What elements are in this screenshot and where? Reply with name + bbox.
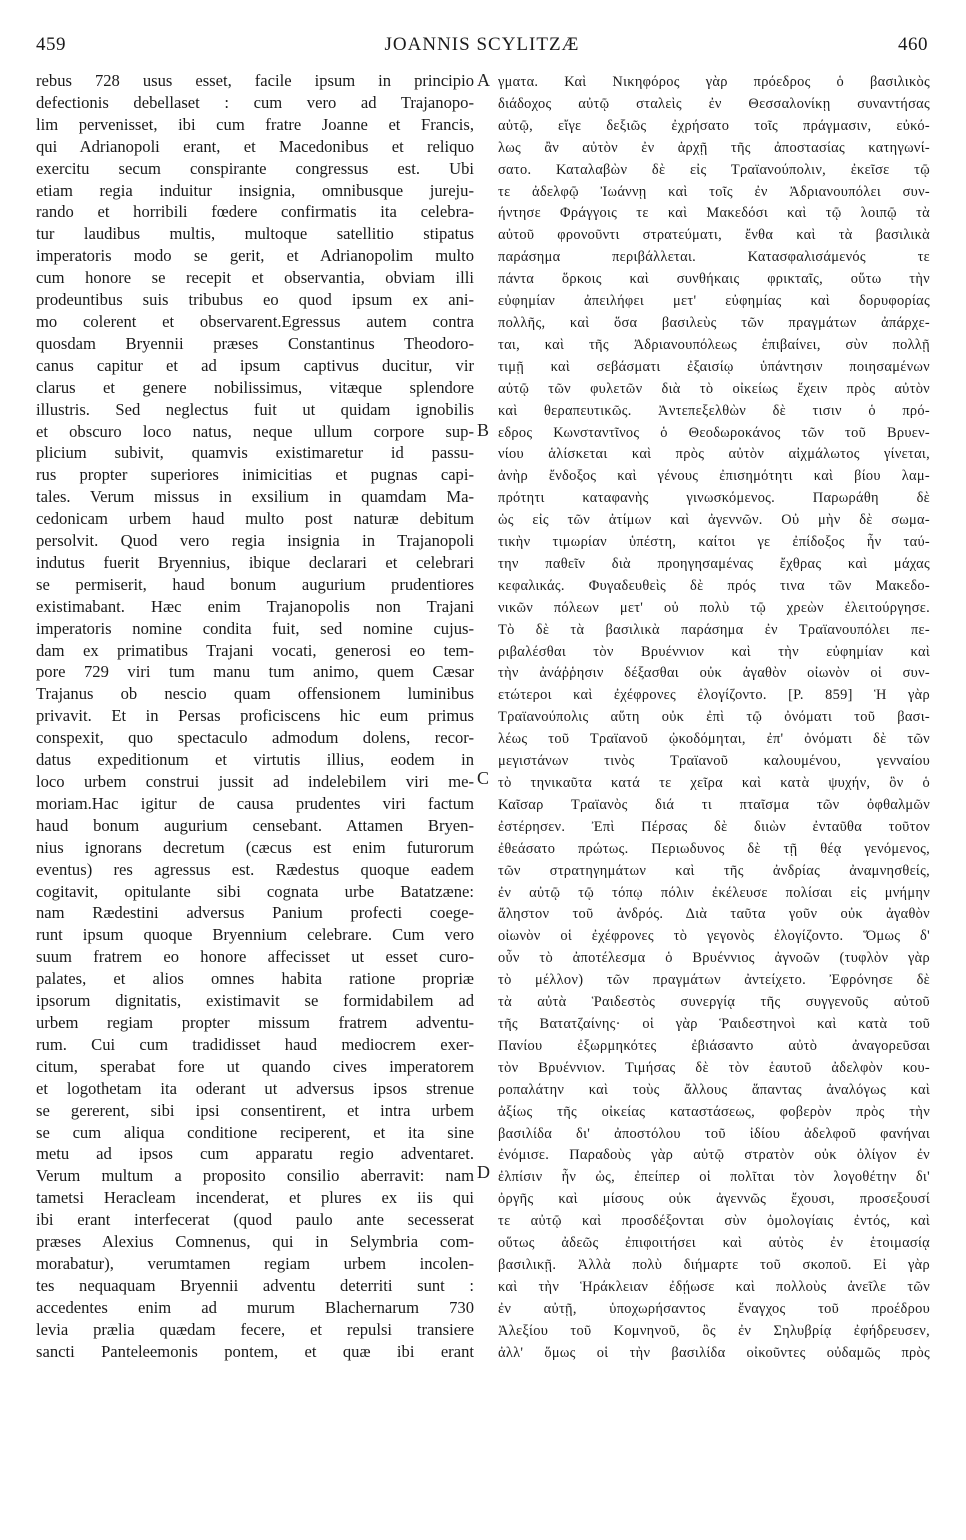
running-header — [36, 34, 928, 64]
latin-text-line: præses Alexius Comnenus, qui in Selymbria com- — [36, 1232, 474, 1252]
latin-text-line: tur laudibus multis, multoque satellitio stipatus — [36, 224, 474, 244]
latin-text-line: imperatoris nomine condita fuit, sed nomine cujus- — [36, 618, 474, 638]
margin-letter-b: B — [477, 420, 490, 440]
greek-text-line: λέως τοῦ Τραϊανοῦ ᾠκοδόμηται, ἐπ' ὀνόματι δὲ τῶν — [498, 731, 930, 748]
latin-text-line: Trajanus ob nescio quam offensionem luminibus — [36, 684, 474, 704]
greek-text-line: ριβαλέσθαι τὸν Βρυέννιον καὶ τὴν εὐφημίαν καὶ — [498, 643, 930, 660]
latin-text-line: privavit. Et in Persas proficiscens hic eum primus — [36, 706, 474, 726]
greek-text-line: ἐλπίσιν ἦν ὡς, ἐπείπερ οἱ πολῖται τὸν λογοθέτην δι' — [498, 1169, 930, 1186]
margin-letter-c: C — [477, 768, 490, 788]
latin-text-line: Verum multum a proposito consilio aberravit: nam — [36, 1166, 474, 1186]
greek-text-line: διάδοχος αὐτῷ σταλεὶς ἐν Θεσσαλονίκῃ συναντήσας — [498, 95, 930, 112]
greek-text-line: εδρος Κωνσταντῖνος ὁ Θεοδωροκάνος τῶν τοῦ Βρυεν- — [498, 424, 930, 441]
latin-text-line: rando et horribili fœdere confirmatis ita celebra- — [36, 202, 474, 222]
latin-text-line: levia prælia quædam fecere, et repulsi transiere — [36, 1319, 474, 1339]
latin-text-line: urbem regiam propter missum fratrem adventu- — [36, 1012, 474, 1032]
greek-text-line: Καῖσαρ Τραϊανὸς διά τι πταῖσμα τῶν ὀφθαλμῶν — [498, 796, 930, 813]
greek-text-line: λως ἂν αὐτὸν ἐν ἀρχῇ τῆς ἀποστασίας κατηγωνί- — [498, 139, 930, 156]
latin-text-line: nius ignorans decretum (cæcus est enim futurorum — [36, 837, 474, 857]
latin-text-line: cedonicam urbem haud multo post naturæ debitum — [36, 509, 474, 529]
greek-text-line: τῆς Βατατζαίνης· οἱ γὰρ Ῥαιδεστηνοὶ καὶ κατὰ τοῦ — [498, 1015, 930, 1032]
greek-text-line: σατο. Καταλαβὼν δὲ εἰς Τραϊανούπολιν, ἐκεῖσε τῷ — [498, 161, 930, 178]
greek-text-line: ἐστέρησεν. Ἐπὶ Πέρσας δὲ διιὼν ἐνταῦθα τοῦτον — [498, 818, 930, 835]
greek-text-line: Τραϊανούπολις αὕτη οὐκ ἐπὶ τῷ ὀνόματι τοῦ βασι- — [498, 709, 930, 726]
latin-text-line: nam Rædestini adversus Panium profecti coege- — [36, 903, 474, 923]
greek-text-line: καὶ τὴν Ἡράκλειαν ἐδῄωσε καὶ πολλοὺς ἀνεῖλε τῶν — [498, 1278, 930, 1295]
greek-column — [498, 72, 930, 1364]
latin-text-line: etiam regia induitur insignia, omnibusque jureju- — [36, 180, 474, 200]
greek-text-line: γματα. Καὶ Νικηφόρος γὰρ πρόεδρος ὁ βασιλικὸς — [498, 74, 930, 90]
greek-text-line: παράσημα περιβάλλεται. Κατασφαλισάμενός τε — [498, 249, 930, 266]
greek-text-line: ται, καὶ τῆς Ἀδριανουπόλεως ἐπιβαίνει, σὺν πολλῇ — [498, 336, 930, 353]
greek-text-line: ἄληστον τοῦ ἀνδρός. Διὰ ταῦτα γοῦν οὐκ ἀγαθὸν — [498, 906, 930, 923]
latin-text-line: conspexit, quo spectaculo admodum dolens, recor- — [36, 728, 474, 748]
greek-text-line: ἀξίως τῆς οἰκείας καταστάσεως, φοβερὸν πρὸς τὴν — [498, 1103, 930, 1120]
latin-text-line: ipsorum dignitatis, existimavit se formidabilem ad — [36, 991, 474, 1011]
greek-text-line: τὸ μέλλον) τῶν πραγμάτων ἀντείχετο. Ἐφρόνησε δὲ — [498, 972, 930, 989]
greek-text-line: εὐφημίαν ἀπειλήφει μετ' εὐφημίας καὶ δορυφορίας — [498, 293, 930, 310]
latin-text-line: metu ad ipsos cum apparatu regio adventaret. — [36, 1144, 474, 1164]
latin-text-line: citum, sperabat fore ut quando cives imperatorem — [36, 1056, 474, 1076]
greek-text-line: πρότητι καταφανὴς γινωσκόμενος. Παρωράθη δὲ — [498, 490, 930, 507]
latin-text-line: datus expeditionum et virtutis illius, eodem in — [36, 750, 474, 770]
greek-text-line: αὐτῷ, εἴγε δεξιῶς ἐχρήσατο τοῖς πράγμασιν, εὐκό- — [498, 117, 930, 134]
greek-text-line: τῶν στρατηγημάτων καὶ τῆς ἀνδρίας ἀναμνησθείς, — [498, 862, 930, 879]
greek-text-line: Τὸ δὲ τὰ βασιλικὰ παράσημα ἐν Τραϊανουπόλει πε- — [498, 621, 930, 638]
latin-text-line: se gererent, sibi ipsi consentirent, et intra urbem — [36, 1100, 474, 1120]
latin-text-line: plicium subivit, quamvis existimaretur id passu- — [36, 443, 474, 463]
latin-text-line: accedentes enim ad murum Blachernarum 730 — [36, 1297, 474, 1317]
margin-letter-d: D — [477, 1162, 490, 1182]
latin-text-line: cogitavit, opitulante sibi cognata urbe Batatzæne: — [36, 881, 474, 901]
latin-text-line: quosdam Bryennii præses Constantinus Theodoro- — [36, 333, 474, 353]
greek-text-line: ήντησε Φράγγοις τε καὶ Μακεδόσι καὶ τῷ λοιπῷ τὰ — [498, 205, 930, 222]
latin-text-line: moriam.Hac igitur de causa prudentes viri factum — [36, 793, 474, 813]
greek-text-line: τὰ αὐτὰ Ῥαιδεστὸς συνεργίᾳ τῆς συγγενοῦς αὐτοῦ — [498, 994, 930, 1011]
greek-text-line: οἰωνὸν οἱ ἐχέφρονες τὸ γεγονὸς ἐλογίζοντο. Ὅμως δ' — [498, 928, 930, 945]
greek-text-line: ἐνόμισε. Παραδοὺς γὰρ αὐτῷ στρατὸν οὐκ ὀλίγον ἐν — [498, 1147, 930, 1164]
latin-text-line: indutus fuerit Bryennius, ibique declarari et celebrari — [36, 552, 474, 572]
greek-text-line: πάντα ὅρκοις καὶ συνθήκαις φρικταῖς, οὕτω τὴν — [498, 271, 930, 288]
latin-column — [36, 70, 474, 1362]
greek-text-line: τε αὐτῷ καὶ προσδέξονται σὺν ὁμολογίαις ἐντός, καὶ — [498, 1213, 930, 1230]
greek-text-line: τὴν ἀνάῤῥησιν δέξασθαι οὐκ ἀγαθὸν οἰωνὸν οἱ συν- — [498, 665, 930, 682]
latin-text-line: tes nequaquam Bryennii adventu deterriti sunt : — [36, 1275, 474, 1295]
greek-text-line: τικὴν τιμωρίαν ὑπέστη, καίτοι γε ἐπίδοξος ἦν ταύ- — [498, 534, 930, 551]
greek-text-line: ἐν αὐτῷ τῷ τόπῳ πόλιν ἐκέλευσε πολίσαι εἰς μνήμην — [498, 884, 930, 901]
greek-text-line: οὕτως ἀδεῶς ἐπιφοιτήσει καὶ αὐτὸς ἐν ἑτοιμασίᾳ — [498, 1235, 930, 1252]
greek-text-line: μεγιστάνων τινὸς Τραϊανοῦ καλουμένου, γενναίου — [498, 753, 930, 770]
greek-text-line: ὡς εἰς τῶν ἀτίμων καὶ ἀγεννῶν. Οὐ μὴν δὲ σωμα- — [498, 512, 930, 529]
greek-text-line: βασιλικῇ. Ἀλλὰ πολὺ διήμαρτε τοῦ σκοποῦ. Εἰ γὰρ — [498, 1256, 930, 1273]
margin-letter-a: A — [477, 70, 490, 90]
page-number-right: 460 — [898, 34, 928, 55]
latin-text-line: defectionis debellaset : cum vero ad Trajanopo- — [36, 92, 474, 112]
latin-text-line: lim pervenisset, ibi cum fratre Joanne et Francis, — [36, 114, 474, 134]
greek-text-line: αὐτοῦ φρονοῦντι στρατεύματι, ἔνθα καὶ τὰ βασιλικὰ — [498, 227, 930, 244]
latin-text-line: haud bonum augurium censebant. Attamen Bryen- — [36, 815, 474, 835]
latin-text-line: et logothetam ita oderant ut adversus ipsos strenue — [36, 1078, 474, 1098]
greek-text-line: αὐτῷ τῶν φυλετῶν διὰ τὸ οἰκείως ἔχειν πρὸς αὐτὸν — [498, 380, 930, 397]
latin-text-line: prodeuntibus suis tribubus eo quod ipsum ex ani- — [36, 290, 474, 310]
latin-text-line: rus propter superiores inimicitias et pugnas capi- — [36, 465, 474, 485]
latin-text-line: ibi erant interfecerat (quod paulo ante secesserat — [36, 1210, 474, 1230]
latin-text-line: eventus) res agressus est. Rædestus quoque eadem — [36, 859, 474, 879]
latin-text-line: rebus 728 usus esset, facile ipsum in principio — [36, 71, 474, 90]
greek-text-line: Ἀλεξίου τοῦ Κομνηνοῦ, ὃς ἐν Σηλυβρίᾳ ἐφήδρευσεν, — [498, 1322, 930, 1339]
latin-text-line: illustris. Sed neglectus fuit ut quidam ignobilis — [36, 399, 474, 419]
running-title: JOANNIS SCYLITZÆ — [384, 34, 580, 55]
greek-text-line: νικῶν πόλεων μετ' οὐ πολὺ τῷ χρεὼν ἐλειτούργησε. — [498, 599, 930, 616]
latin-text-line: tametsi Heracleam incenderat, et plures ex iis qui — [36, 1188, 474, 1208]
latin-text-line: morabatur), verumtamen regiam urbem incolen- — [36, 1253, 474, 1273]
greek-text-line: τὸ τηνικαῦτα κατά τε χεῖρα καὶ κατὰ ψυχήν, ὃν ὁ — [498, 775, 930, 791]
greek-text-line: ἀνὴρ ἔνδοξος καὶ γένους ἐπισημότητι καὶ βίου λαμ- — [498, 468, 930, 485]
latin-text-line: palates, et alios omnes habita ratione propriæ — [36, 969, 474, 989]
greek-text-line: οὖν τὸ ἀποτέλεσμα ὁ Βρυέννιος ἀγνοῶν (τυφλὸν γὰρ — [498, 950, 930, 967]
latin-text-line: rum. Cui cum tradidisset haud mediocrem exer- — [36, 1034, 474, 1054]
latin-text-line: loco urbem construi jussit ad indelebilem viri me- — [36, 772, 474, 791]
latin-text-line: mo colerent et observarent.Egressus autem contra — [36, 311, 474, 331]
latin-text-line: imperatoris modo se gerit, et Adrianopolim multo — [36, 246, 474, 266]
latin-text-line: dam ex primatibus Trajani vocati, generosi eo tem- — [36, 640, 474, 660]
latin-text-line: cum honore se recepit et observantia, obviam illi — [36, 268, 474, 288]
greek-text-line: Πανίου ἐξωρμηκότες ἐβιάσαντο αὐτὸ ἀναγορεῦσαι — [498, 1037, 930, 1054]
latin-text-line: clarus et genere nobilissimus, vitæque splendore — [36, 377, 474, 397]
latin-text-line: existimabant. Hæc enim Trajanopolis non Trajani — [36, 596, 474, 616]
latin-text-line: et obscuro loco natus, neque ullum corpore sup- — [36, 421, 474, 441]
greek-text-line: ἐθεάσατο πρώτως. Περιωδυνος δὲ τῇ θέᾳ γενόμενος, — [498, 840, 930, 857]
greek-text-line: νίου ἁλίσκεται καὶ πρὸς αὐτὸν αἰχμάλωτος γίνεται, — [498, 446, 930, 463]
latin-text-line: qui Adrianopoli erant, et Macedonibus et reliquo — [36, 136, 474, 156]
latin-text-line: suum fratrem eo honore affecisset ut esset curo- — [36, 947, 474, 967]
greek-text-line: τε ἀδελφῷ Ἰωάννῃ καὶ τοῖς ἐν Ἀδριανουπόλει συν- — [498, 183, 930, 200]
greek-text-line: την παθεῖν διὰ προηγησαμένας ἔχθρας καὶ μάχας — [498, 555, 930, 572]
latin-text-line: pore 729 viri tum manu tum animo, quem Cæsar — [36, 662, 474, 682]
latin-text-line: runt ipsum quoque Bryennium celebrare. Cum vero — [36, 925, 474, 945]
latin-text-line: canus capitur et ad ipsum captivus ducitur, vir — [36, 355, 474, 375]
latin-text-line: sancti Panteleemonis pontem, et quæ ibi erant — [36, 1341, 474, 1361]
greek-text-line: καὶ θεραπευτικῶς. Ἀντεπεξελθὼν δὲ τισιν ὁ πρό- — [498, 402, 930, 419]
greek-text-line: ὀργῆς καὶ μίσους οὐκ ἀγεννῶς ἔχουσι, προσεξουσί — [498, 1191, 930, 1208]
greek-text-line: ροπαλάτην καὶ τοὺς ἄλλους ἅπαντας ἀναλόγως καὶ — [498, 1081, 930, 1098]
latin-text-line: persolvit. Quod vero regia insignia in Trajanopoli — [36, 531, 474, 551]
greek-text-line: τιμῇ καὶ σεβάσματι ἐξαισίῳ ὑπάντησιν ποιησαμένων — [498, 358, 930, 375]
greek-text-line: ἀλλ' ὅμως οἱ τὴν βασιλίδα οἰκοῦντες οὐδαμῶς πρὸς — [498, 1344, 930, 1361]
greek-text-line: τὸν Βρυέννιον. Τιμήσας δὲ τὸν ἑαυτοῦ ἀδελφὸν κου- — [498, 1059, 930, 1076]
greek-text-line: ετώτεροι καὶ ἐχέφρονες ἐλογίζοντο. [P. 859] Ἡ γὰρ — [498, 687, 930, 704]
greek-text-line: ἐν αὐτῇ, ὑποχωρήσαντος ἔναγχος τοῦ προέδρου — [498, 1300, 930, 1317]
latin-text-line: tales. Verum missus in exsilium in quamdam Ma- — [36, 487, 474, 507]
greek-text-line: βασιλίδα δι' ἀποστόλου τοῦ ἰδίου ἀδελφοῦ φανήναι — [498, 1125, 930, 1142]
latin-text-line: se cum aliqua conditione reciperent, et ita sine — [36, 1122, 474, 1142]
greek-text-line: πολλῆς, καὶ ὅσα βασιλεὺς τῶν πραγμάτων ἀπάρχε- — [498, 314, 930, 331]
latin-text-line: exercitu secum conspirante congressus est. Ubi — [36, 158, 474, 178]
page-number-left: 459 — [36, 34, 66, 55]
greek-text-line: κεφαλικάς. Φυγαδευθεὶς δὲ πρός τινα τῶν Μακεδο- — [498, 577, 930, 594]
latin-text-line: se permiserit, haud bonum augurium prudentiores — [36, 574, 474, 594]
